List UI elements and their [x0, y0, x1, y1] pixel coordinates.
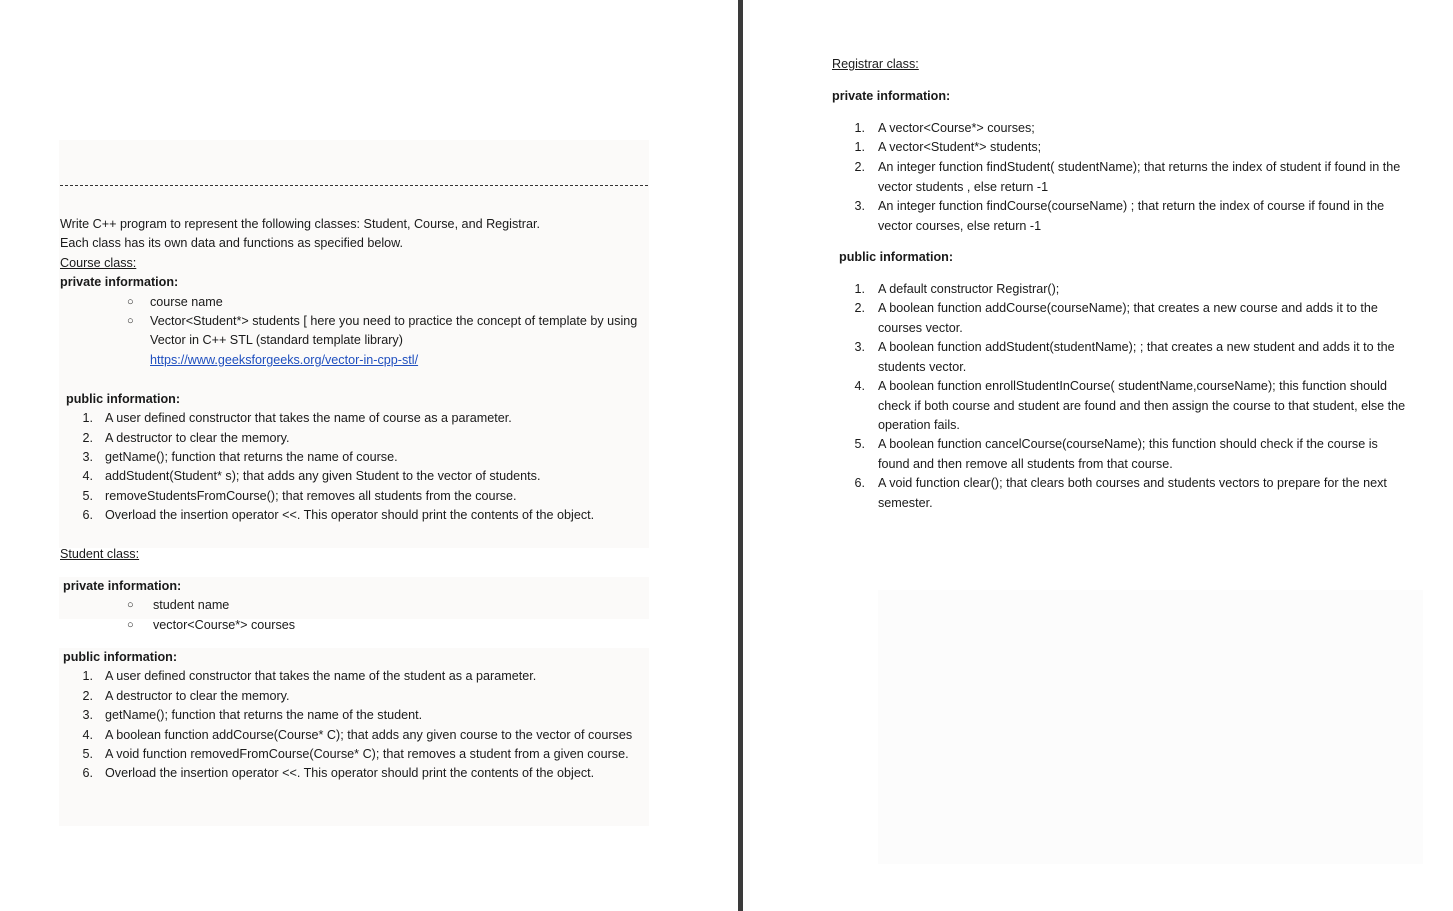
list-number: 6. [854, 476, 865, 490]
list-number: 3. [82, 708, 93, 722]
list-number: 5. [854, 437, 865, 451]
right-page [743, 0, 1453, 911]
course-public-item: removeStudentsFromCourse(); that removes all students from the course. [105, 489, 517, 503]
registrar-private-item: A vector<Course*> courses; [878, 121, 1035, 135]
list-number: 6. [82, 766, 93, 780]
course-public-item: A user defined constructor that takes the name of course as a parameter. [105, 411, 512, 425]
list-number: 4. [854, 379, 865, 393]
list-number: 4. [82, 728, 93, 742]
registrar-private-label: private information: [832, 89, 951, 103]
intro-line-1: Write C++ program to represent the following classes: Student, Course, and Registrar. [60, 217, 540, 231]
registrar-public-item: A boolean function addStudent(studentName); ; that creates a new student and adds it to the students vector. [878, 340, 1395, 374]
student-public-item: A boolean function addCourse(Course* C); that adds any given course to the vector of courses [105, 728, 633, 742]
registrar-public-item: A void function clear(); that clears both courses and students vectors to prepare for the next semester. [878, 476, 1387, 510]
list-number: 1. [82, 411, 93, 425]
list-number: 2. [82, 689, 93, 703]
student-class-heading: Student class: [60, 547, 140, 561]
bullet-icon: ○ [127, 619, 134, 631]
course-private-item: Vector in C++ STL (standard template library) [150, 333, 403, 347]
bullet-icon: ○ [127, 315, 134, 327]
student-public-label: public information: [63, 650, 178, 664]
student-private-label: private information: [63, 579, 182, 593]
bullet-icon: ○ [127, 296, 134, 308]
course-public-item: A destructor to clear the memory. [105, 431, 290, 445]
list-number: 6. [82, 508, 93, 522]
list-number: 1. [854, 140, 865, 154]
registrar-public-item: A boolean function enrollStudentInCourse( studentName,courseName); this function should check if both course and student are found and then assign the course to that student, else the operation fails. [878, 379, 1406, 432]
registrar-private-item: A vector<Student*> students; [878, 140, 1042, 154]
list-number: 4. [82, 469, 93, 483]
list-number: 2. [82, 431, 93, 445]
bullet-icon: ○ [127, 599, 134, 611]
registrar-private-item: An integer function findStudent( studentName); that returns the index of student if found in the vector students , else return -1 [878, 160, 1401, 194]
list-number: 2. [854, 301, 865, 315]
student-private-item: vector<Course*> courses [153, 618, 296, 632]
registrar-public-item: A boolean function addCourse(courseName); that creates a new course and adds it to the courses vector. [878, 301, 1378, 335]
course-public-label: public information: [66, 392, 181, 406]
student-public-item: A user defined constructor that takes the name of the student as a parameter. [105, 669, 537, 683]
list-number: 5. [82, 747, 93, 761]
student-public-item: A void function removedFromCourse(Course* C); that removes a student from a given course. [105, 747, 629, 761]
course-private-item: course name [150, 295, 223, 309]
student-private-item: student name [153, 598, 230, 612]
scan-shade [878, 590, 1423, 864]
intro-line-2: Each class has its own data and functions as specified below. [60, 236, 404, 250]
registrar-public-label: public information: [839, 250, 954, 264]
list-number: 1. [854, 121, 865, 135]
course-public-item: getName(); function that returns the name of course. [105, 450, 398, 464]
list-number: 1. [82, 669, 93, 683]
course-public-item: addStudent(Student* s); that adds any given Student to the vector of students. [105, 469, 541, 483]
list-number: 5. [82, 489, 93, 503]
student-public-item: getName(); function that returns the name of the student. [105, 708, 423, 722]
list-number: 1. [854, 282, 865, 296]
registrar-public-item: A default constructor Registrar(); [878, 282, 1060, 296]
registrar-private-item: An integer function findCourse(courseName) ; that return the index of course if found in the vector courses, else return -1 [878, 199, 1385, 233]
dashed-separator [60, 185, 648, 186]
course-public-item: Overload the insertion operator <<. This operator should print the contents of the object. [105, 508, 595, 522]
student-public-item: Overload the insertion operator <<. This operator should print the contents of the object. [105, 766, 595, 780]
course-private-item: Vector<Student*> students [ here you need to practice the concept of template by using [150, 314, 638, 328]
registrar-class-heading: Registrar class: [832, 57, 919, 71]
vector-reference-link[interactable]: https://www.geeksforgeeks.org/vector-in-cpp-stl/ [150, 353, 419, 367]
registrar-public-item: A boolean function cancelCourse(courseName); this function should check if the course is found and then remove all students from that course. [878, 437, 1378, 471]
list-number: 3. [82, 450, 93, 464]
list-number: 2. [854, 160, 865, 174]
list-number: 3. [854, 340, 865, 354]
list-number: 3. [854, 199, 865, 213]
course-private-label: private information: [60, 275, 179, 289]
course-class-heading: Course class: [60, 256, 137, 270]
student-public-item: A destructor to clear the memory. [105, 689, 290, 703]
